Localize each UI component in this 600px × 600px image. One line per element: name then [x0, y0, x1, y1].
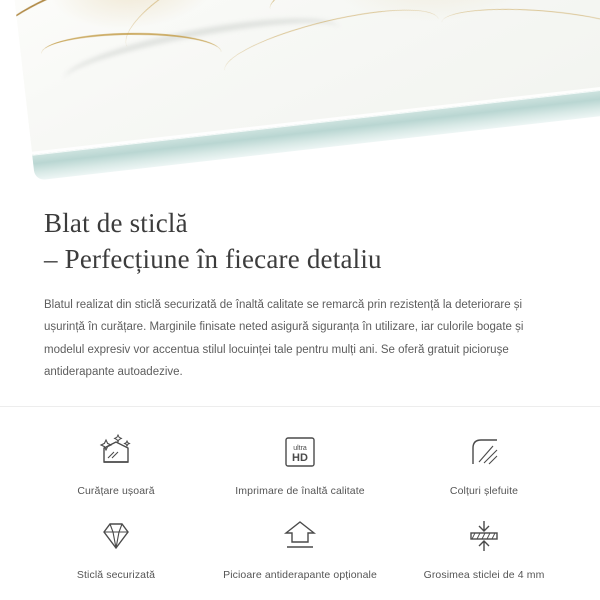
sparkle-cloth-icon — [93, 429, 139, 475]
text-content — [0, 200, 600, 384]
hero-image — [0, 0, 600, 200]
diamond-icon — [93, 513, 139, 559]
hero-image-inner — [0, 0, 600, 200]
body-paragraph: Blatul realizat din sticlă securizată de înaltă calitate se remarcă prin rezistență la deteriorare și ușurință în curățare. Marginile finisate neted asigură siguranța în utilizare, iar culorile bogate și modelul expresiv vor accentua stilul locuinței tale pentru mulți ani. Se oferă gratuit picioruşe antiderapante autoadezive. — [44, 298, 524, 379]
feature-label: Curățare ușoară — [77, 484, 155, 497]
feature-high-quality-print — [208, 429, 392, 497]
feature-glass-thickness — [392, 513, 576, 581]
page-title — [44, 206, 556, 278]
feature-tempered-glass — [24, 513, 208, 581]
polished-corner-icon — [461, 429, 507, 475]
headline-line-1: Blat de sticlă — [44, 208, 188, 238]
feature-label: Colțuri șlefuite — [449, 484, 519, 497]
headline-line-2: – Perfecțiune în fiecare detaliu — [44, 243, 382, 274]
feature-label: Grosimea sticlei de 4 mm — [423, 568, 545, 581]
feature-label: Sticlă securizată — [76, 568, 156, 581]
feature-polished-corners — [392, 429, 576, 497]
svg-text:HD: HD — [292, 451, 308, 464]
non-slip-foot-icon — [277, 513, 323, 559]
feature-label: Picioare antiderapante opționale — [223, 568, 377, 581]
ultra-hd-icon — [277, 429, 323, 475]
feature-label: Imprimare de înaltă calitate — [235, 484, 365, 497]
glass-slab — [10, 0, 600, 191]
thickness-arrows-icon — [461, 513, 507, 559]
feature-non-slip-feet — [208, 513, 392, 581]
feature-grid — [0, 406, 600, 591]
feature-easy-cleaning — [24, 429, 208, 497]
svg-text:ultra: ultra — [293, 444, 307, 452]
